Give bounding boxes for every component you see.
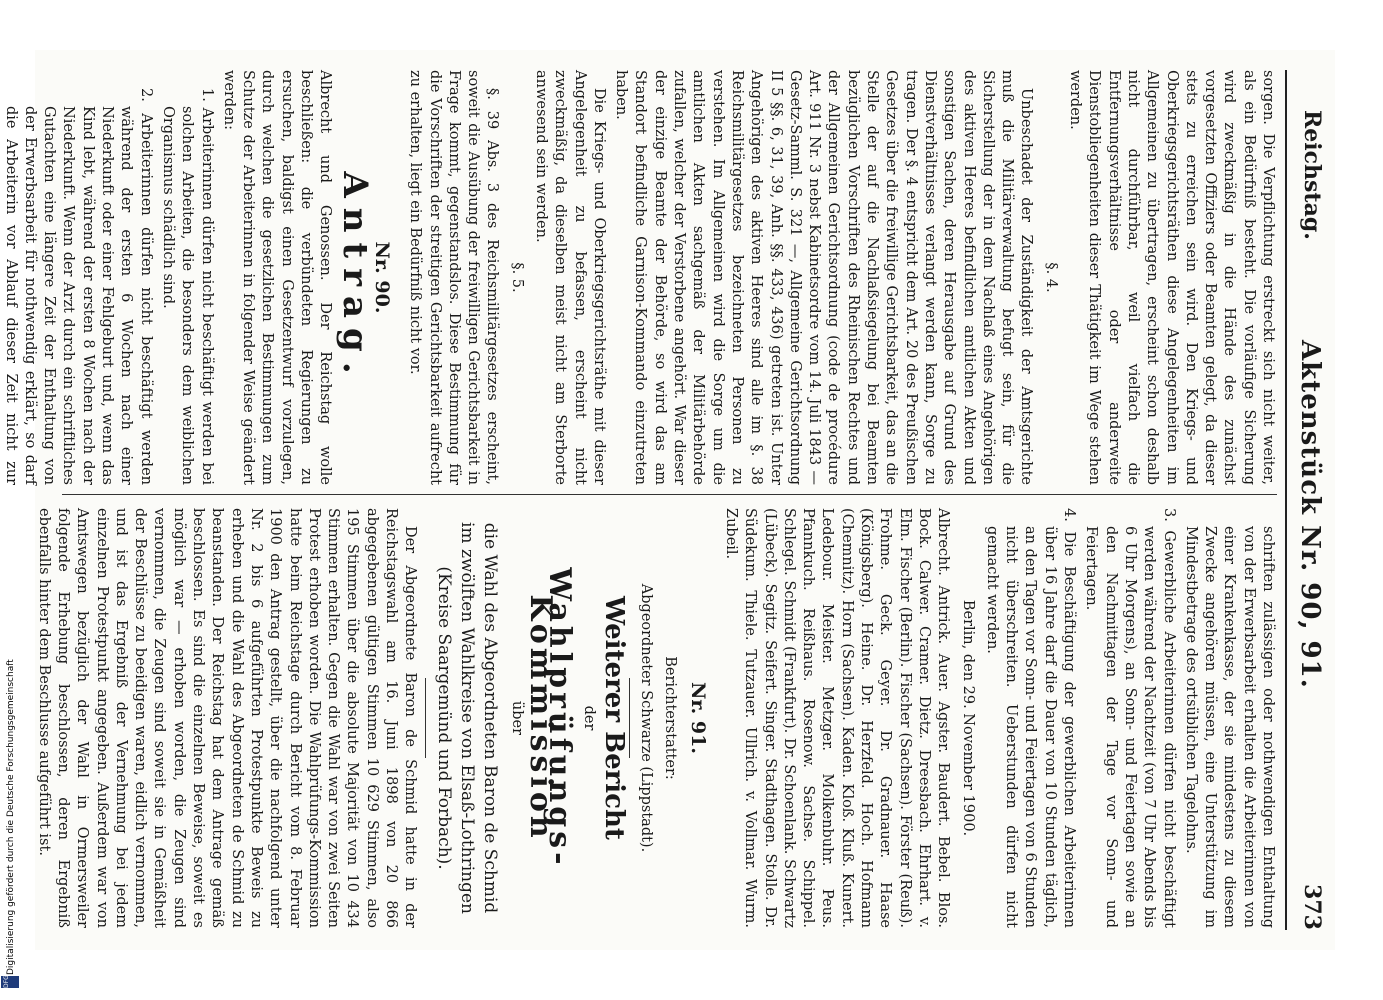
section-4-text: Unbeschadet der Zuständigkeit der Amtsgerichte muß die Militärverwaltung befugt sein, für die Sicherstellung der in dem Nachlaß eines Angehörigen des aktiven Heeres befindlichen amtlichen Akten und sonstigen Sachen, deren Herausgabe auf Grund des Dienstverhältnisses verlangt werden kann, Sorge zu tragen. Der §. 4 entspricht dem Art. 20 des Preußischen Gesetzes über die freiwillige Gerichtsbarkeit, das an die Stelle der auf die Nachlaßsiegelung bei Beamten bezüglichen Vorschriften des Rheinischen Rechtes und der Allgemeinen Gerichtsordnung (code de procédure Art. 911 Nr. 3 nebst Kabinetsordre vom 14. Juli 1843 — Gesetz-Samml. S. 321 —, Allgemeine Gerichtsordnung II 5 §§. 6, 31, 39, Anh. §§. 433, 436) getreten ist. Unter Angehörigen des aktiven Heeres sind alle im §. 38 Reichsmilitärgesetzes bezeichneten Personen zu verstehen. Im Allgemeinen wird die Sorge um die amtlichen Akten sachgemäß der Militärbehörde zufallen, welcher der Verstorbene angehört. War dieser der einzige Beamte der Behörde, so wird das am Standort befindliche Garnison-Kommando einzutreten haben.	[613, 70, 1035, 485]
continuation-paragraph: schriften zulässigen oder nothwendigen Enthaltung von der Erwerbsarbeit erhalten die Arbeiterinnen von einer Krankenkasse, der sie mindestens zu diesem Zwecke angehören müssen, eine Unterstützung im Mindestbetrage des ortsüblichen Tagelohns.	[1182, 526, 1276, 928]
antrag-item-3: 3. Gewerbliche Arbeiterinnen dürfen nicht beschäftigt werden während der Nachtzeit (von 7 Uhr Abends bis 6 Uhr Morgens), an Sonn- und Feiertagen sowie an den Nachmittagen der Tage vor Sonn- und Feiertagen.	[1083, 508, 1177, 928]
signatures-list: Albrecht. Antrick. Auer. Agster. Baudert. Bebel. Blos. Bock. Calwer. Cramer. Dietz. Dreesbach. Ehrhart. v. Elm. Fischer (Berlin). Fischer (Sachsen). Förster (Reuß). Frohme. Geck. Geyer. Dr. Gradnauer. Haase (Königsberg). Heine. Dr. Herzfeld. Hoch. Hofmann (Chemnitz). Horn (Sachsen). Kaden. Kloß. Kluß. Kunert. Ledebour. Meister. Metzger. Molkenbuhr. Peus. Pfannkuch. Reißhaus. Rosenow. Sachse. Schippel. Schlegel. Schmidt (Frankfurt). Dr. Schoenlank. Schwartz (Lübeck). Segitz. Seifert. Singer. Stadthagen. Stolle. Dr. Südekum. Thiele. Tutzauer. Ullrich. v. Vollmar. Wurm. Zubeil.	[722, 508, 952, 928]
nr-91-heading: Nr. 91.	[686, 682, 709, 754]
section-5-text: §. 39 Abs. 3 des Reichsmilitärgesetzes erscheint, soweit die Ausübung der freiwilligen Gerichtsbarkeit in Frage kommt, gegenstandslos. Diese Bestimmung für die Vorschriften der streitigen Gerichtsbarkeit aufrecht zu erhalten, liegt ein Bedürfniß nicht vor.	[407, 70, 501, 485]
report-title-3: Wahlprüfungs-Kommission	[522, 567, 578, 869]
separator-rule	[629, 678, 630, 758]
nr-90-heading: Nr. 90.	[370, 241, 393, 314]
antrag-title: Antrag.	[334, 171, 375, 384]
antrag-intro: Albrecht und Genossen. Der Reichstag wolle beschließen: die verbündeten Regierungen zu ersuchen, baldigst einen Gesetzentwurf vorzulegen, durch welchen die gesetzlichen Bestimmungen zum Schutze der Arbeiterinnen in folgender Weise geändert werden:	[220, 70, 334, 485]
report-title-2: der	[581, 705, 598, 731]
antrag-item-1: 1. Arbeiterinnen dürfen nicht beschäftigt werden bei solchen Arbeiten, die besonders dem weiblichen Organismus schädlich sind.	[159, 88, 215, 485]
report-title-4: über	[508, 700, 525, 736]
reporter-name: Abgeordneter Schwarze (Lippstadt).	[638, 583, 655, 853]
dfg-logo: DFG	[1, 976, 19, 988]
section-4-heading: §. 4.	[1042, 262, 1059, 293]
separator-rule-2	[425, 678, 426, 758]
column-divider	[62, 494, 1277, 495]
header-title: Aktenstück Nr. 90, 91.	[1295, 340, 1325, 689]
report-subject: die Wahl des Abgeordneten Baron de Schmid im zwölften Wahlkreise von Elsaß-Lothringen (Kreise Saargemünd und Forbach).	[434, 521, 501, 914]
section-5-heading: §. 5.	[508, 262, 525, 293]
reporter-label: Berichterstatter:	[662, 656, 679, 780]
antrag-item-2: 2. Arbeiterinnen dürfen nicht beschäftigt werden während der ersten 6 Wochen nach einer Niederkunft oder einer Fehlgeburt und, wenn das Kind lebt, während der ersten 8 Wochen nach der Niederkunft. Wenn der Arzt durch ein schriftliches Gutachten eine längere Zeit der Enthaltung von der Erwerbsarbeit für nothwendig erklärt, so darf die Arbeiterin vor Ablauf dieser Zeit nicht zur	[2, 88, 154, 485]
right-column	[35, 508, 1277, 928]
date-line: Berlin, den 29. November 1900.	[959, 599, 976, 837]
page-number: 373	[1299, 884, 1325, 930]
antrag-item-4: 4. Die Beschäftigung der gewerblichen Arbeiterinnen über 16 Jahre darf die Dauer von 10 Stunden täglich, an den Tagen vor Sonn- und Feiertagen von 6 Stunden nicht überschreiten. Ueberstunden dürfen nicht gemacht werden.	[983, 508, 1078, 928]
page-header	[1285, 70, 1327, 930]
left-column	[2, 70, 1277, 485]
header-left: Reichstag.	[1299, 110, 1325, 240]
report-title-1: Weiterer Bericht	[598, 596, 629, 840]
report-body: Der Abgeordnete Baron de Schmid hatte in der Reichstagswahl am 16. Juni 1898 von 20 866 abgegebenen gültigen Stimmen 10 629 Stimmen, also 195 Stimmen über die absolute Majorität von 10 434 Stimmen erhalten. Gegen die Wahl war von zwei Seiten Protest erhoben worden. Die Wahlprüfungs-Kommission hatte beim Reichstage durch Bericht vom 8. Februar 1900 den Antrag gestellt, über die nachfolgend unter Nr. 2 bis 6 aufgeführten Protestpunkte Beweis zu erheben und die Wahl des Abgeordneten de Schmid zu beanstanden. Der Reichstag hat dem Antrage gemäß beschlossen. Es sind die einzelnen Beweise, soweit es möglich war — erhoben worden, die Zeugen sind vernommen, die Zeugen sind soweit sie in Gemäßheit der Beschlüsse zu beeidigen waren, eidlich vernommen, und ist das Ergebniß der Vernehmung bei jedem einzelnen Protestpunkt angegeben. Außerdem war von Amtswegen bezüglich der Wahl in Ormersweiler folgende Erhebung beschlossen, deren Ergebniß ebenfalls hinter dem Beschlusse aufgeführt ist.	[35, 508, 419, 928]
intro-paragraph: sorgen. Die Verpflichtung erstreckt sich nicht weiter, als ein Bedürfniß besteht. Die vorläufige Sicherung wird zweckmäßig in die Hände des zunächst vorgesetzten Offiziers oder Beamten gelegt, da dieser stets zu erreichen sein wird. Den Kriegs- und Oberkriegsgerichtsräthen diese Angelegenheiten im Allgemeinen zu übertragen, erscheint schon deshalb nicht durchführbar, weil vielfach die Entfernungsverhältnisse oder anderweite Dienstobliegenheiten dieser Thätigkeit im Wege stehen werden.	[1067, 70, 1276, 485]
section-4-text-b: Die Kriegs- und Oberkriegsgerichtsräthe mit dieser Angelegenheit zu befassen, erscheint nicht zweckmäßig, da dieselben meist nicht am Sterborte anwesend sein werden.	[533, 70, 607, 485]
digitization-credit: Digitalisierung gefördert durch die Deutsche Forschungsgemeinschaft	[6, 659, 16, 975]
